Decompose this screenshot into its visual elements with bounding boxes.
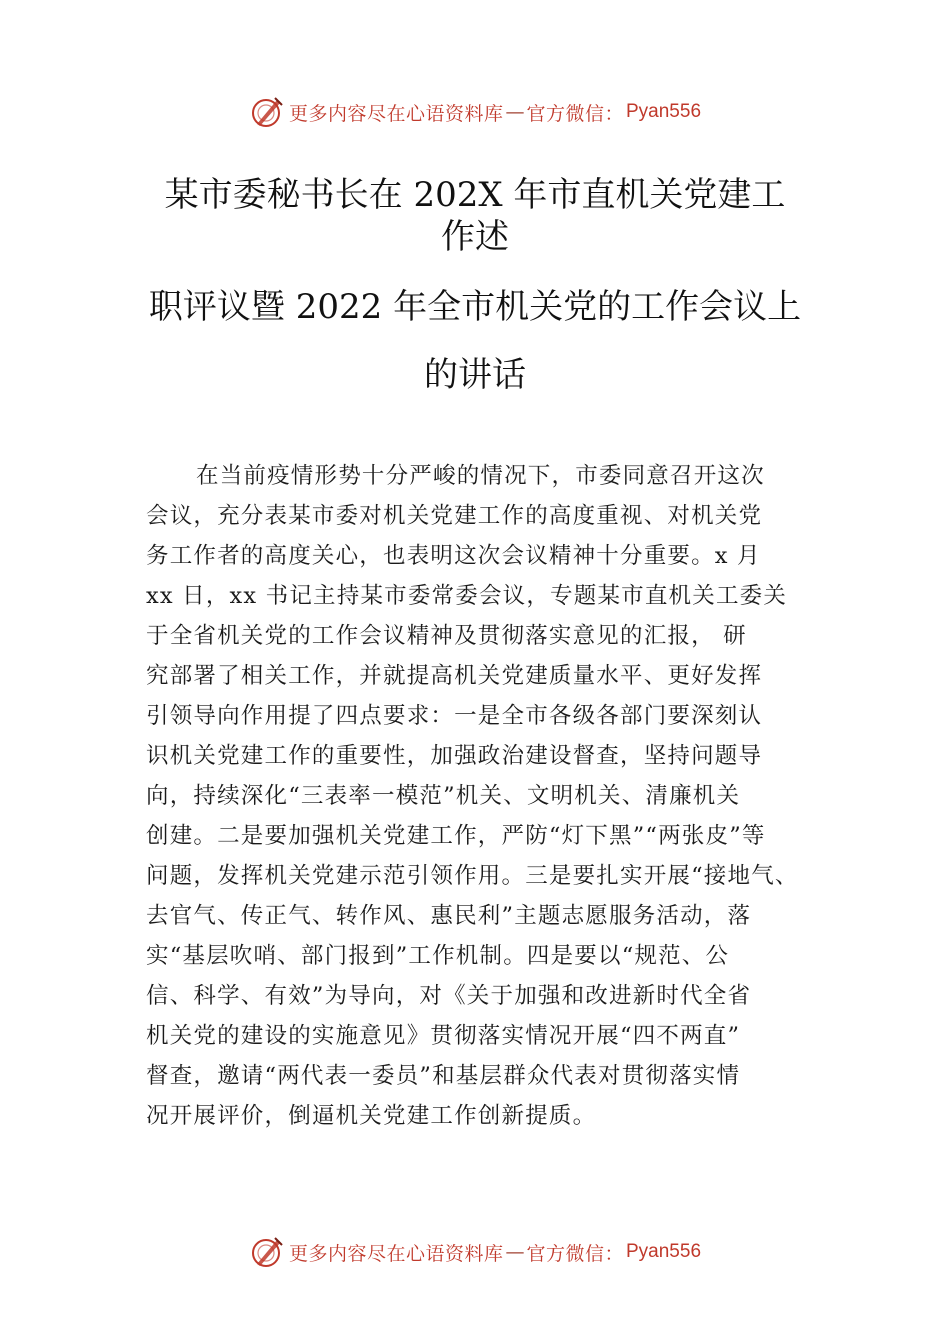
- body-line: 去官气、传正气、转作风、惠民利”主题志愿服务活动，落: [146, 903, 752, 929]
- body-line: 究部署了相关工作，并就提高机关党建质量水平、更好发挥: [146, 663, 763, 689]
- watermark-text: 更多内容尽在心语资料库: [288, 1242, 504, 1265]
- watermark-wechat-id: Pyan556: [626, 101, 702, 122]
- body-line: 引领导向作用提了四点要求：一是全市各级各部门要深刻认: [146, 703, 763, 729]
- watermark-separator: —: [505, 101, 525, 123]
- body-line: 实“基层吹哨、部门报到”工作机制。四是要以“规范、公: [146, 943, 730, 969]
- footer-watermark: [0, 1232, 950, 1272]
- document-title-line-1: 某市委秘书长在 202X 年市直机关党建工: [164, 175, 786, 215]
- body-line: 于全省机关党的工作会议精神及贯彻落实意见的汇报， 研: [146, 623, 747, 649]
- body-line: 况开展评价，倒逼机关党建工作创新提质。: [146, 1103, 597, 1129]
- body-paragraph: [146, 456, 822, 1136]
- body-line: 信、科学、有效”为导向，对《关于加强和改进新时代全省: [146, 983, 752, 1009]
- watermark-label: 官方微信：: [526, 102, 624, 125]
- document-title-line-2: 作述: [441, 217, 509, 257]
- body-line: 机关党的建设的实施意见》贯彻落实情况开展“四不两直”: [146, 1023, 741, 1049]
- watermark-label: 官方微信：: [526, 1242, 624, 1265]
- document-title-line-4: 的讲话: [424, 355, 526, 395]
- header-watermark: [0, 92, 950, 132]
- quill-pen-seal-icon: [249, 94, 285, 130]
- body-line: xx 日，xx 书记主持某市委常委会议，专题某市直机关工委关: [146, 583, 788, 609]
- body-line: 会议，充分表某市委对机关党建工作的高度重视、对机关党: [146, 503, 763, 529]
- watermark-separator: —: [505, 1241, 525, 1263]
- body-line: 向，持续深化“三表率一模范”机关、文明机关、清廉机关: [146, 783, 741, 809]
- body-line: 务工作者的高度关心，也表明这次会议精神十分重要。x 月: [146, 543, 761, 569]
- watermark-text: 更多内容尽在心语资料库: [288, 102, 504, 125]
- body-line: 在当前疫情形势十分严峻的情况下，市委同意召开这次: [196, 463, 765, 489]
- body-line: 识机关党建工作的重要性，加强政治建设督查，坚持问题导: [146, 743, 763, 769]
- document-title-line-3: 职评议暨 2022 年全市机关党的工作会议上: [148, 287, 802, 327]
- body-line: 督查，邀请“两代表一委员”和基层群众代表对贯彻落实情: [146, 1063, 741, 1089]
- watermark-wechat-id: Pyan556: [626, 1241, 702, 1262]
- body-line: 问题，发挥机关党建示范引领作用。三是要扎实开展“接地气、: [146, 863, 799, 889]
- quill-pen-seal-icon: [249, 1234, 285, 1270]
- body-line: 创建。二是要加强机关党建工作，严防“灯下黑”“两张皮”等: [146, 823, 766, 849]
